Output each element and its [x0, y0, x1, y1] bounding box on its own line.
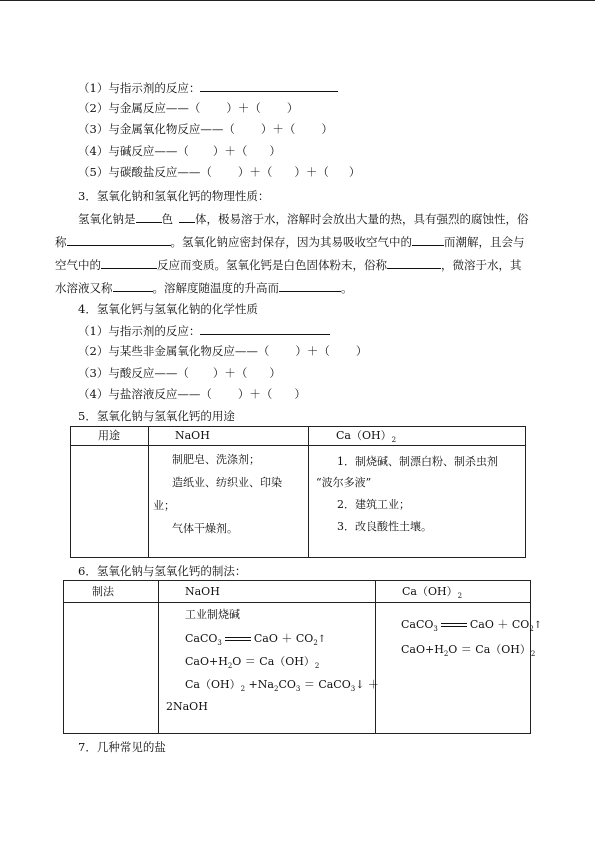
- uses-body-label-cell: [71, 446, 149, 558]
- acid-item-2-end: ）: [286, 101, 299, 115]
- subscript: 2: [314, 662, 320, 670]
- section4-item-4: [78, 387, 306, 401]
- answer-blank[interactable]: [387, 257, 441, 269]
- eq-part: Ca（OH）: [185, 678, 241, 691]
- acid-item-4-text: （4）与碱反应——（: [78, 144, 189, 158]
- acid-item-3: [78, 122, 333, 136]
- section4-item-3-text: （3）与酸反应——（: [78, 366, 189, 380]
- subscript: 2: [443, 650, 449, 658]
- naoh-equation-3: [185, 678, 379, 696]
- eq-part: ↓ ＋: [355, 678, 379, 691]
- section4-item-4-mid: ）＋（: [237, 387, 273, 401]
- caoh-equation-1: [401, 618, 542, 636]
- naoh-use-4: 气体干燥剂。: [172, 522, 238, 535]
- section3-line4-a: 水溶液又称: [55, 281, 113, 295]
- answer-blank[interactable]: [412, 234, 444, 246]
- answer-blank[interactable]: [279, 280, 341, 292]
- caoh-equation-2: [401, 643, 535, 661]
- subscript: 2: [457, 592, 463, 600]
- naoh-equation-3-cont: 2NaOH: [166, 700, 208, 713]
- eq-part: CaO+H: [185, 655, 228, 668]
- section4-item-3-end: ）: [269, 366, 281, 380]
- subscript: 3: [295, 685, 301, 693]
- up-arrow-icon: ↑: [317, 634, 327, 645]
- answer-blank[interactable]: [200, 323, 330, 335]
- answer-blank[interactable]: [200, 80, 338, 92]
- subscript: 2: [227, 662, 233, 670]
- acid-item-3-text: （3）与金属氧化物反应——（: [78, 122, 235, 136]
- acid-item-5: [78, 165, 360, 179]
- section3-line3: [55, 257, 522, 272]
- methods-header-method: 制法: [92, 585, 114, 598]
- section3-line3-a: 空气中的: [55, 258, 101, 272]
- acid-item-1-text: （1）与指示剂的反应：: [78, 81, 201, 95]
- section4-item-3-mid: ）＋（: [212, 366, 248, 380]
- eq-part: CaO ＋ CO: [469, 618, 530, 631]
- caoh-use-1: 1．制烧碱、制漂白粉、制杀虫剂: [337, 455, 498, 468]
- section4-item-3: [78, 366, 281, 380]
- acid-item-4-mid: ）＋（: [212, 144, 248, 158]
- naoh-use-3: 业；: [153, 499, 175, 512]
- naoh-use-2: 造纸业、纺织业、印染: [172, 476, 282, 489]
- section3-line3-c: ，微溶于水，其: [441, 258, 522, 272]
- section3-line2: [55, 234, 525, 249]
- acid-item-3-mid: ）＋（: [260, 122, 296, 136]
- uses-header-caoh: [336, 429, 396, 447]
- answer-blank[interactable]: [136, 211, 162, 223]
- section4-item-1: [78, 323, 330, 338]
- naoh-use-1: 制肥皂、洗涤剂；: [172, 453, 260, 466]
- section3-line2-b: 。氢氧化钠应密封保存，因为其易吸收空气中的: [170, 235, 412, 249]
- uses-header-naoh: NaOH: [175, 429, 210, 442]
- section4-item-2-text: （2）与某些非金属氧化物反应——（: [78, 344, 270, 358]
- subscript: 2: [240, 685, 246, 693]
- methods-header-naoh: NaOH: [185, 585, 220, 598]
- answer-blank[interactable]: [67, 234, 171, 246]
- eq-part: ＝ CaCO: [300, 678, 351, 691]
- answer-blank[interactable]: [179, 211, 195, 223]
- acid-item-5-text: （5）与碳酸盐反应——（: [78, 165, 212, 179]
- section3-line4-b: 。溶解度随温度的升高而: [152, 281, 279, 295]
- acid-item-2: [78, 101, 298, 115]
- up-arrow-icon: ↑: [533, 620, 543, 631]
- section6-heading: 6．氢氧化钠与氢氧化钙的制法：: [78, 564, 247, 578]
- section4-item-2-mid: ）＋（: [295, 344, 330, 358]
- acid-item-3-end: ）: [321, 122, 333, 136]
- eq-part: O ＝ Ca（OH）: [232, 655, 315, 668]
- subscript: 2: [530, 650, 536, 658]
- uses-header-use: 用途: [98, 429, 120, 442]
- eq-part: CaO+H: [401, 643, 444, 656]
- equals-sign-icon: [441, 623, 467, 627]
- section4-item-2: [78, 344, 367, 358]
- subscript: 2: [273, 685, 279, 693]
- subscript: 2: [391, 436, 397, 444]
- section3-line4-c: 。: [341, 281, 353, 295]
- section4-item-1-text: （1）与指示剂的反应：: [78, 324, 201, 338]
- subscript: 2: [529, 625, 534, 633]
- section4-item-4-text: （4）与盐溶液反应——（: [78, 387, 212, 401]
- naoh-method-title: 工业制烧碱: [185, 608, 240, 621]
- uses-header-caoh-text: Ca（OH）: [336, 429, 392, 442]
- section4-heading: 4．氢氧化钙与氢氧化钠的化学性质: [78, 302, 258, 316]
- acid-item-5-mid2: ）＋（: [294, 165, 329, 179]
- answer-blank[interactable]: [101, 257, 157, 269]
- section3-line1-a: 氢氧化钠是: [78, 212, 136, 226]
- section7-heading: 7．几种常见的盐: [78, 740, 166, 754]
- uses-table: [70, 426, 526, 558]
- acid-item-2-mid: ）＋（: [226, 101, 261, 115]
- acid-item-5-mid1: ）＋（: [237, 165, 273, 179]
- section4-item-4-end: ）: [294, 387, 306, 401]
- subscript: 2: [313, 639, 318, 647]
- acid-item-4-end: ）: [269, 144, 281, 158]
- answer-blank[interactable]: [113, 280, 153, 292]
- acid-item-4: [78, 144, 281, 158]
- section3-line1: [78, 211, 529, 226]
- uses-header-naoh-cell: [149, 427, 309, 446]
- acid-item-1: [78, 80, 338, 95]
- methods-body-label-cell: [64, 603, 159, 734]
- subscript: 3: [217, 639, 222, 647]
- caoh-use-4: 3．改良酸性土壤。: [337, 520, 432, 533]
- subscript: 3: [433, 625, 438, 633]
- section4-item-2-end: ）: [355, 344, 368, 358]
- section3-line2-c: 而潮解，且会与: [444, 235, 525, 249]
- eq-part: +Na: [245, 678, 274, 691]
- section3-line1-b: 色: [161, 212, 173, 226]
- section3-line3-b: 反应而变质。氢氧化钙是白色固体粉末，俗称: [157, 258, 387, 272]
- section5-heading: 5．氢氧化钠与氢氧化钙的用途: [78, 409, 235, 423]
- eq-part: CaO ＋ CO: [253, 632, 314, 645]
- caoh-use-2: “波尔多液”: [316, 476, 372, 489]
- section3-heading: 3．氢氧化钠和氢氧化钙的物理性质：: [78, 189, 270, 203]
- eq-part: CaCO: [185, 632, 218, 645]
- acid-item-5-end: ）: [348, 165, 361, 179]
- section3-line1-c: 体，极易溶于水，溶解时会放出大量的热，具有强烈的腐蚀性，俗: [195, 212, 529, 226]
- section3-line2-a: 称: [55, 235, 67, 249]
- eq-part: O ＝ Ca（OH）: [448, 643, 531, 656]
- section3-line4: [55, 280, 353, 295]
- caoh-use-3: 2．建筑工业；: [337, 498, 410, 511]
- equals-sign-icon: [225, 637, 251, 641]
- methods-header-caoh-text: Ca（OH）: [402, 585, 458, 598]
- methods-header-caoh: [402, 585, 462, 603]
- eq-part: CO: [278, 678, 296, 691]
- subscript: 3: [350, 685, 356, 693]
- naoh-equation-1: [185, 632, 326, 650]
- acid-item-2-text: （2）与金属反应——（: [78, 101, 201, 115]
- naoh-equation-2: [185, 655, 319, 673]
- eq-part: CaCO: [401, 618, 434, 631]
